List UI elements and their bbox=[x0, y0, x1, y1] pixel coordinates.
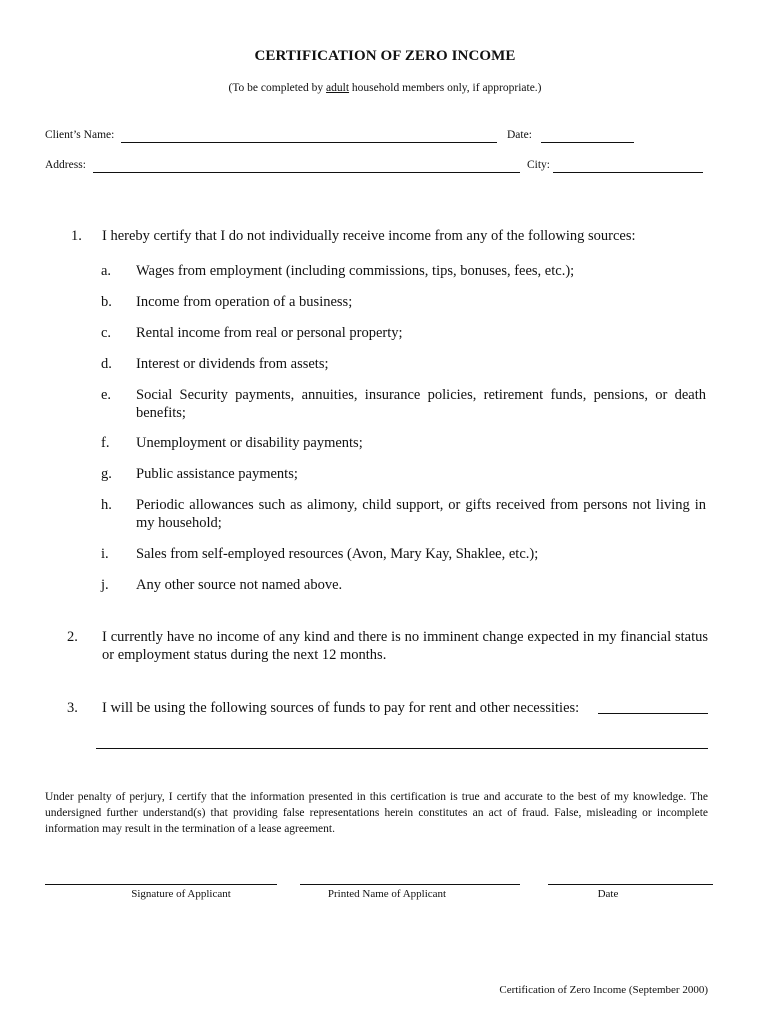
subitem-letter: b. bbox=[101, 294, 112, 310]
signature-date-label: Date bbox=[597, 888, 619, 900]
page-footer: Certification of Zero Income (September 2000) bbox=[499, 984, 708, 996]
address-line[interactable] bbox=[93, 172, 520, 173]
item-number: 2. bbox=[67, 629, 78, 645]
subitem-text: Public assistance payments; bbox=[136, 466, 298, 482]
item-number: 3. bbox=[67, 700, 78, 716]
subtitle-underlined: adult bbox=[326, 82, 350, 94]
date-label: Date: bbox=[507, 129, 532, 141]
subitem-letter: j. bbox=[101, 577, 109, 593]
subitem-text: Wages from employment (including commissions, tips, bonuses, fees, etc.); bbox=[136, 263, 575, 279]
subitem-letter: c. bbox=[101, 325, 112, 341]
item-text: I hereby certify that I do not individually receive income from any of the following sources: bbox=[102, 228, 636, 244]
subitem-letter: h. bbox=[101, 497, 112, 513]
signature-label: Signature of Applicant bbox=[131, 888, 231, 900]
subtitle-after: household members only, if appropriate.) bbox=[349, 82, 542, 94]
subitem-text: Periodic allowances such as alimony, child support, or gifts received from persons not living in my household; bbox=[136, 497, 706, 531]
city-label: City: bbox=[527, 159, 551, 171]
date-line[interactable] bbox=[541, 142, 634, 143]
printed-name-label: Printed Name of Applicant bbox=[327, 888, 447, 900]
subitem-letter: g. bbox=[101, 466, 112, 482]
funds-source-line-2[interactable] bbox=[96, 748, 708, 749]
client-name-line[interactable] bbox=[121, 142, 497, 143]
document-subtitle bbox=[0, 82, 770, 94]
subitem-letter: e. bbox=[101, 387, 112, 403]
subitem-text: Income from operation of a business; bbox=[136, 294, 353, 310]
client-name-label: Client’s Name: bbox=[45, 129, 115, 141]
signature-line[interactable] bbox=[45, 884, 277, 885]
printed-name-line[interactable] bbox=[300, 884, 520, 885]
item-text: I currently have no income of any kind and there is no imminent change expected in my financial status or employment status during the next 12 months. bbox=[102, 629, 708, 663]
subitem-text: Social Security payments, annuities, insurance policies, retirement funds, pensions, or death benefits; bbox=[136, 387, 706, 421]
subitem-text: Any other source not named above. bbox=[136, 577, 343, 593]
item-text: I will be using the following sources of funds to pay for rent and other necessities: bbox=[102, 700, 580, 716]
funds-source-line[interactable] bbox=[598, 713, 708, 714]
signature-date-line[interactable] bbox=[548, 884, 713, 885]
city-line[interactable] bbox=[553, 172, 703, 173]
item-number: 1. bbox=[71, 228, 82, 244]
subitem-letter: a. bbox=[101, 263, 112, 279]
subitem-letter: f. bbox=[101, 435, 110, 451]
perjury-statement: Under penalty of perjury, I certify that the information presented in this certification is true and accurate to the best of my knowledge. The undersigned further understand(s) that providing false representations herein constitutes an act of fraud. False, misleading or incomplete information may result in the termination of a lease agreement. bbox=[45, 791, 708, 835]
subtitle-before: (To be completed by bbox=[228, 82, 327, 94]
subitem-text: Interest or dividends from assets; bbox=[136, 356, 329, 372]
subitem-text: Unemployment or disability payments; bbox=[136, 435, 363, 451]
subitem-letter: d. bbox=[101, 356, 112, 372]
subitem-text: Sales from self-employed resources (Avon, Mary Kay, Shaklee, etc.); bbox=[136, 546, 539, 562]
document-title: CERTIFICATION OF ZERO INCOME bbox=[254, 48, 516, 64]
address-label: Address: bbox=[45, 159, 86, 171]
subitem-text: Rental income from real or personal property; bbox=[136, 325, 403, 341]
subitem-letter: i. bbox=[101, 546, 109, 562]
